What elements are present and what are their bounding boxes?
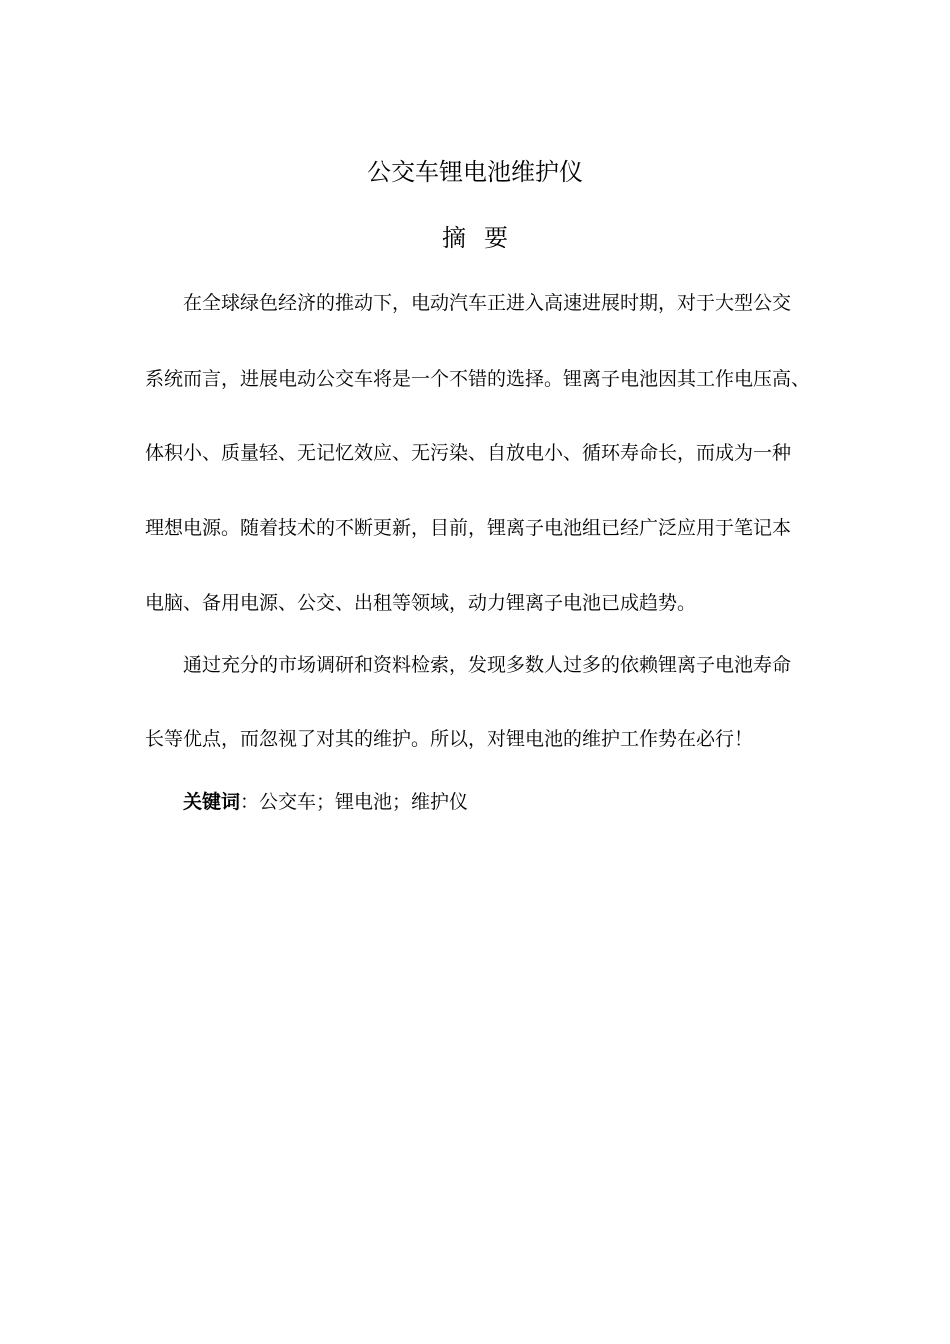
paragraph-2-line-1: 通过充分的市场调研和资料检索，发现多数人过多的依赖锂离子电池寿命 [183,654,792,676]
paragraph-1-line-4: 理想电源。随着技术的不断更新，目前，锂离子电池组已经广泛应用于笔记本 [145,517,792,539]
keywords-separator: ： [240,791,260,813]
paragraph-1-line-1: 在全球绿色经济的推动下，电动汽车正进入高速进展时期，对于大型公交 [183,292,792,314]
paragraph-1-line-3: 体积小、质量轻、无记忆效应、无污染、自放电小、循环寿命长，而成为一种 [145,442,792,464]
paragraph-2-line-2: 长等优点，而忽视了对其的维护。所以，对锂电池的维护工作势在必行！ [145,728,754,750]
document-title: 公交车锂电池维护仪 [367,158,583,186]
keywords-label: 关键词 [183,791,241,813]
paragraph-1-line-2: 系统而言，进展电动公交车将是一个不错的选择。锂离子电池因其工作电压高、 [145,368,811,390]
keywords-value: 公交车；锂电池；维护仪 [259,791,469,813]
paragraph-1-line-5: 电脑、备用电源、公交、出租等领域，动力锂离子电池已成趋势。 [145,592,697,614]
keywords-line [183,789,468,815]
abstract-heading: 摘要 [442,224,526,252]
